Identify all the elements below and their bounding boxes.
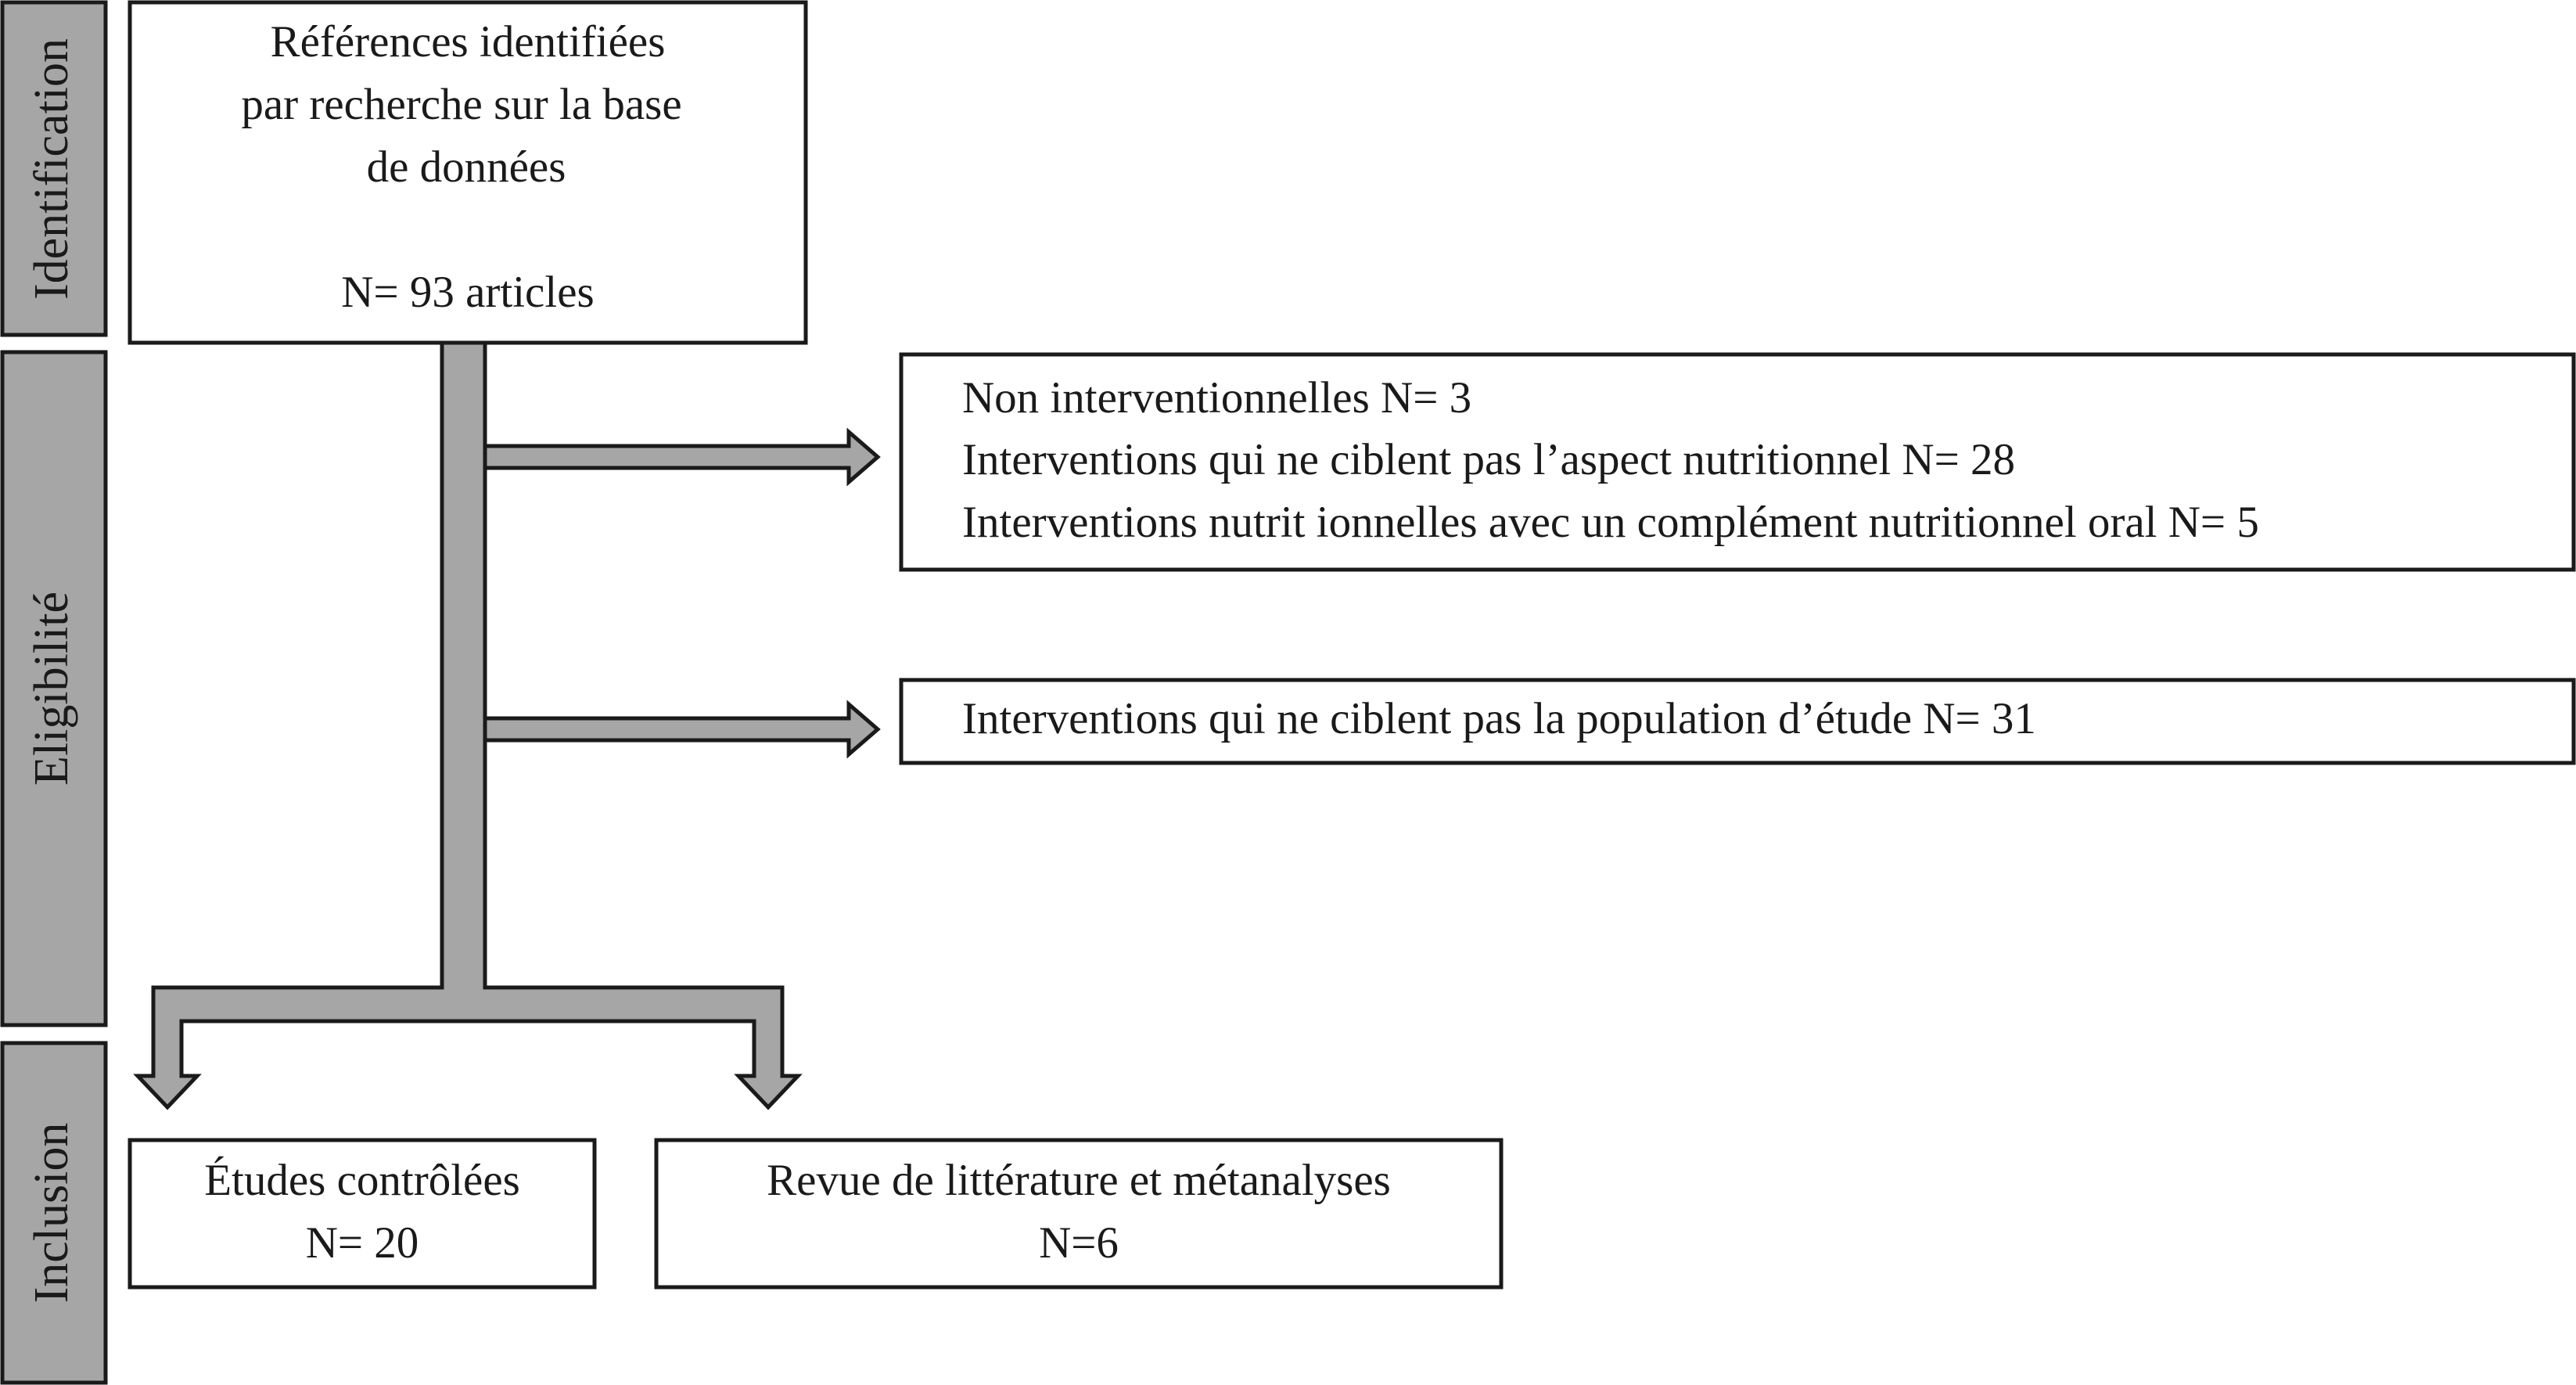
stage-bar-eligibility: [2, 352, 106, 1025]
inclusion-2-line-2: N=6: [1039, 1218, 1119, 1268]
flow-arrows: [138, 343, 878, 1107]
exclusion-1-line-1: Non interventionnelles N= 3: [962, 373, 1472, 423]
inclusion-1-line-1: Études contrôlées: [204, 1156, 520, 1205]
exclusion-box-1: [901, 354, 2574, 570]
stage-label-identification: Identification: [25, 38, 78, 300]
stage-bar-identification: [2, 2, 106, 335]
identification-line-1: Références identifiées: [270, 17, 666, 67]
exclusion-1-line-2: Interventions qui ne ciblent pas l’aspect nutritionnel N= 28: [962, 435, 2015, 484]
identification-box: [130, 2, 806, 343]
exclusion-box-2: [901, 680, 2574, 763]
stage-label-eligibility: Eligibilité: [25, 592, 78, 786]
arrow-to-exclusion-1: [485, 432, 878, 482]
exclusion-2-line-1: Interventions qui ne ciblent pas la population d’étude N= 31: [962, 694, 2036, 743]
inclusion-box-2: [656, 1140, 1501, 1287]
identification-line-3: de données: [366, 142, 566, 192]
stage-bar-inclusion: [2, 1043, 106, 1383]
identification-count: N= 93 articles: [341, 268, 595, 317]
identification-line-2: par recherche sur la base: [241, 80, 682, 129]
stage-label-inclusion: Inclusion: [25, 1122, 78, 1304]
inclusion-1-line-2: N= 20: [305, 1218, 419, 1268]
inclusion-box-1: [130, 1140, 595, 1287]
inclusion-2-line-1: Revue de littérature et métanalyses: [767, 1156, 1391, 1205]
exclusion-1-line-3: Interventions nutrit ionnelles avec un complément nutritionnel oral N= 5: [962, 498, 2259, 547]
arrow-to-exclusion-2: [485, 704, 878, 754]
